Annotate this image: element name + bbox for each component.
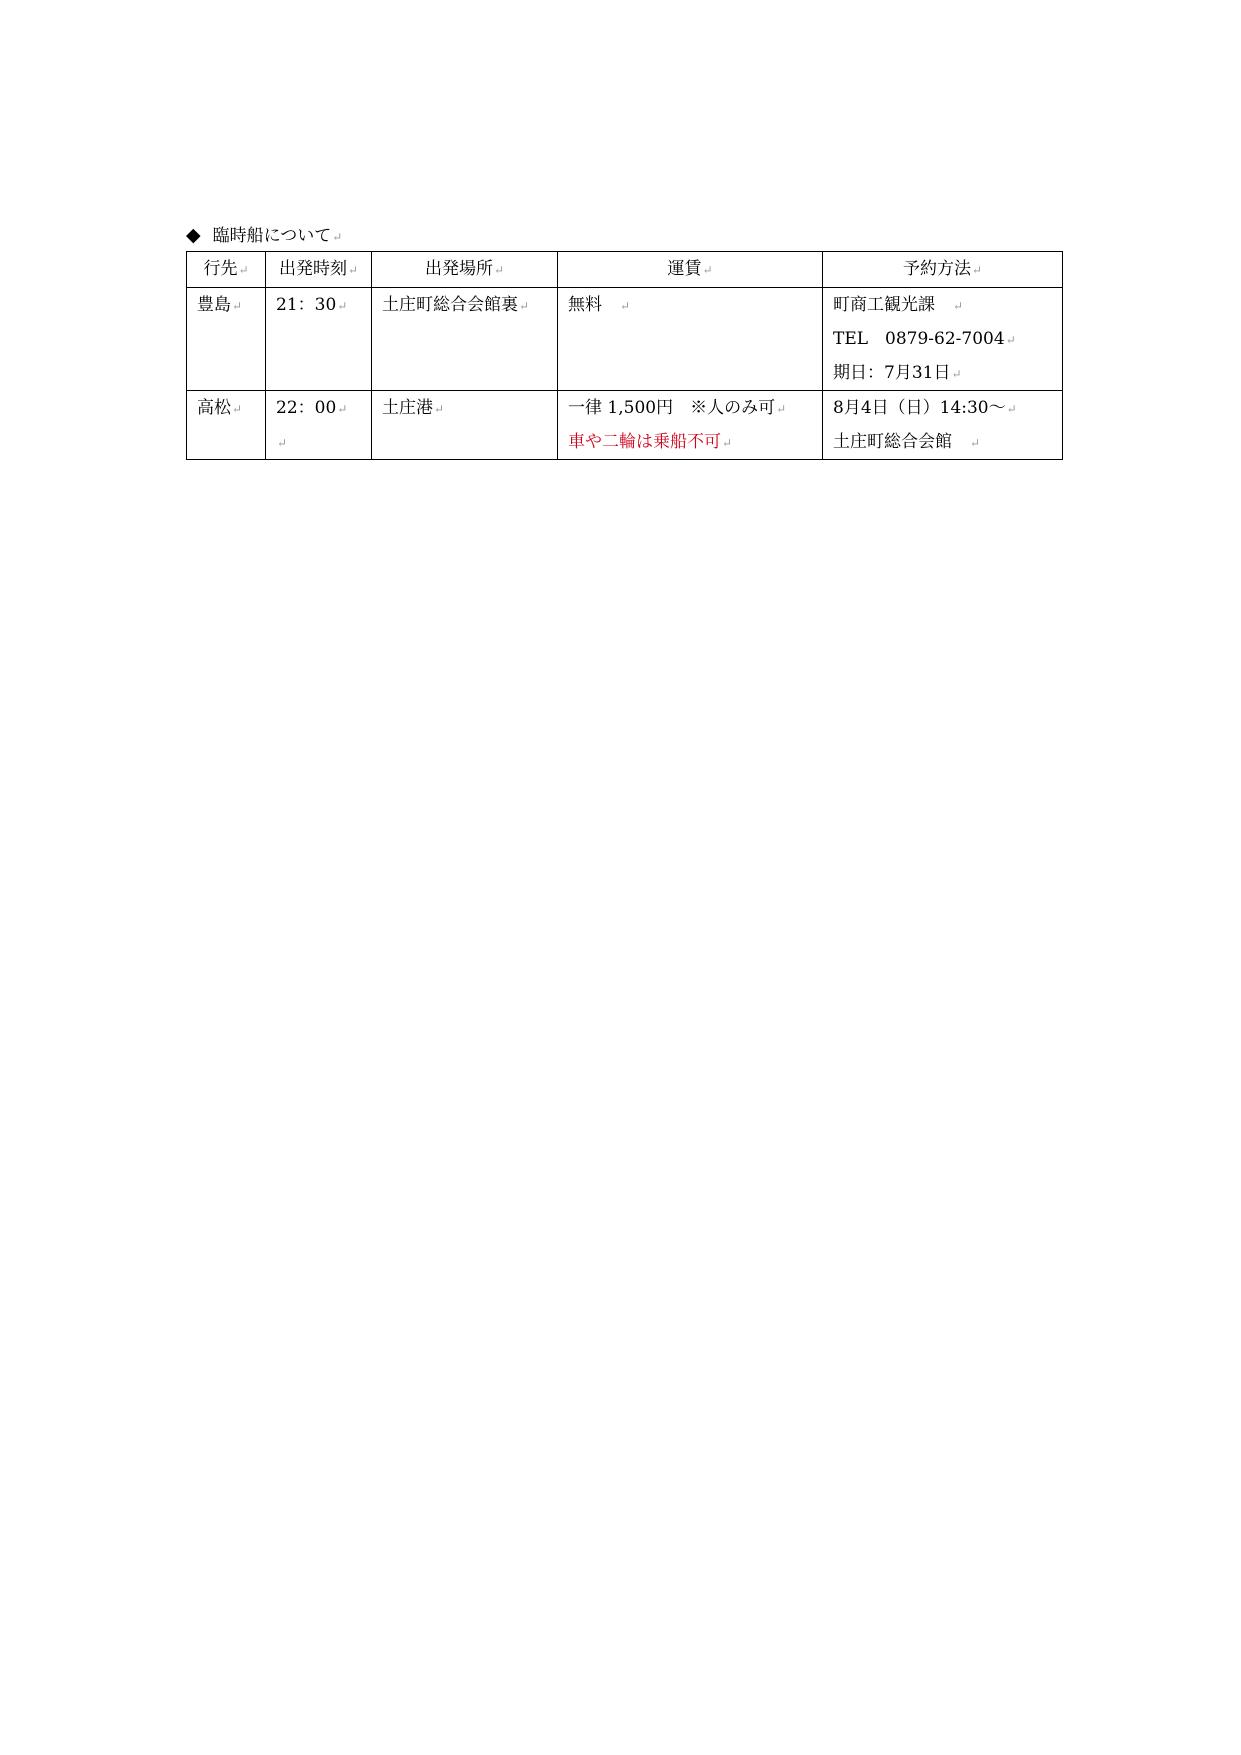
departure-time-cell: 21：30↵: [266, 288, 372, 391]
destination-cell: 高松↵: [187, 391, 266, 460]
diamond-bullet-icon: ◆: [186, 224, 201, 246]
table-row: [187, 288, 1063, 391]
paragraph-mark-icon: ↵: [951, 367, 962, 381]
paragraph-mark-icon: ↵: [519, 299, 530, 313]
column-header-fare: 運賃↵: [558, 252, 823, 288]
paragraph-mark-icon: ↵: [277, 436, 288, 450]
departure-place-cell: 土庄港↵: [372, 391, 558, 460]
paragraph-mark-icon: ↵: [337, 402, 348, 416]
reservation-cell: 町商工観光課 ↵ TEL 0879-62-7004↵ 期日：7月31日↵: [823, 288, 1063, 391]
paragraph-mark-icon: ↵: [971, 263, 983, 277]
section-heading: [186, 222, 342, 248]
paragraph-mark-icon: ↵: [953, 299, 964, 313]
paragraph-mark-icon: ↵: [347, 263, 359, 277]
paragraph-mark-icon: ↵: [970, 436, 981, 450]
reservation-cell: 8月4日（日）14:30～↵ 土庄町総合会館 ↵: [823, 391, 1063, 460]
paragraph-mark-icon: ↵: [332, 230, 343, 244]
paragraph-mark-icon: ↵: [702, 263, 713, 277]
column-header-departure-place: 出発場所↵: [372, 252, 558, 288]
paragraph-mark-icon: ↵: [1006, 402, 1017, 416]
paragraph-mark-icon: ↵: [238, 263, 249, 277]
fare-cell: 無料 ↵: [558, 288, 823, 391]
paragraph-mark-icon: ↵: [620, 299, 631, 313]
column-header-reservation: 予約方法↵: [823, 252, 1063, 288]
column-header-departure-time: 出発時刻↵: [266, 252, 372, 288]
destination-cell: 豊島↵: [187, 288, 266, 391]
paragraph-mark-icon: ↵: [232, 299, 243, 313]
paragraph-mark-icon: ↵: [1005, 333, 1016, 347]
table-header-row: [187, 252, 1063, 288]
section-title: 臨時船について: [212, 226, 332, 246]
table-row: [187, 391, 1063, 460]
departure-place-cell: 土庄町総合会館裏↵: [372, 288, 558, 391]
paragraph-mark-icon: ↵: [493, 263, 505, 277]
ferry-schedule-table: [186, 251, 1063, 460]
paragraph-mark-icon: ↵: [434, 402, 445, 416]
paragraph-mark-icon: ↵: [722, 436, 733, 450]
column-header-destination: 行先↵: [187, 252, 266, 288]
departure-time-cell: 22：00↵ ↵: [266, 391, 372, 460]
paragraph-mark-icon: ↵: [776, 402, 787, 416]
paragraph-mark-icon: ↵: [232, 402, 243, 416]
paragraph-mark-icon: ↵: [337, 299, 348, 313]
fare-cell: 一律 1,500円 ※人のみ可↵ 車や二輪は乗船不可↵: [558, 391, 823, 460]
no-vehicles-warning: 車や二輪は乗船不可: [568, 432, 721, 452]
